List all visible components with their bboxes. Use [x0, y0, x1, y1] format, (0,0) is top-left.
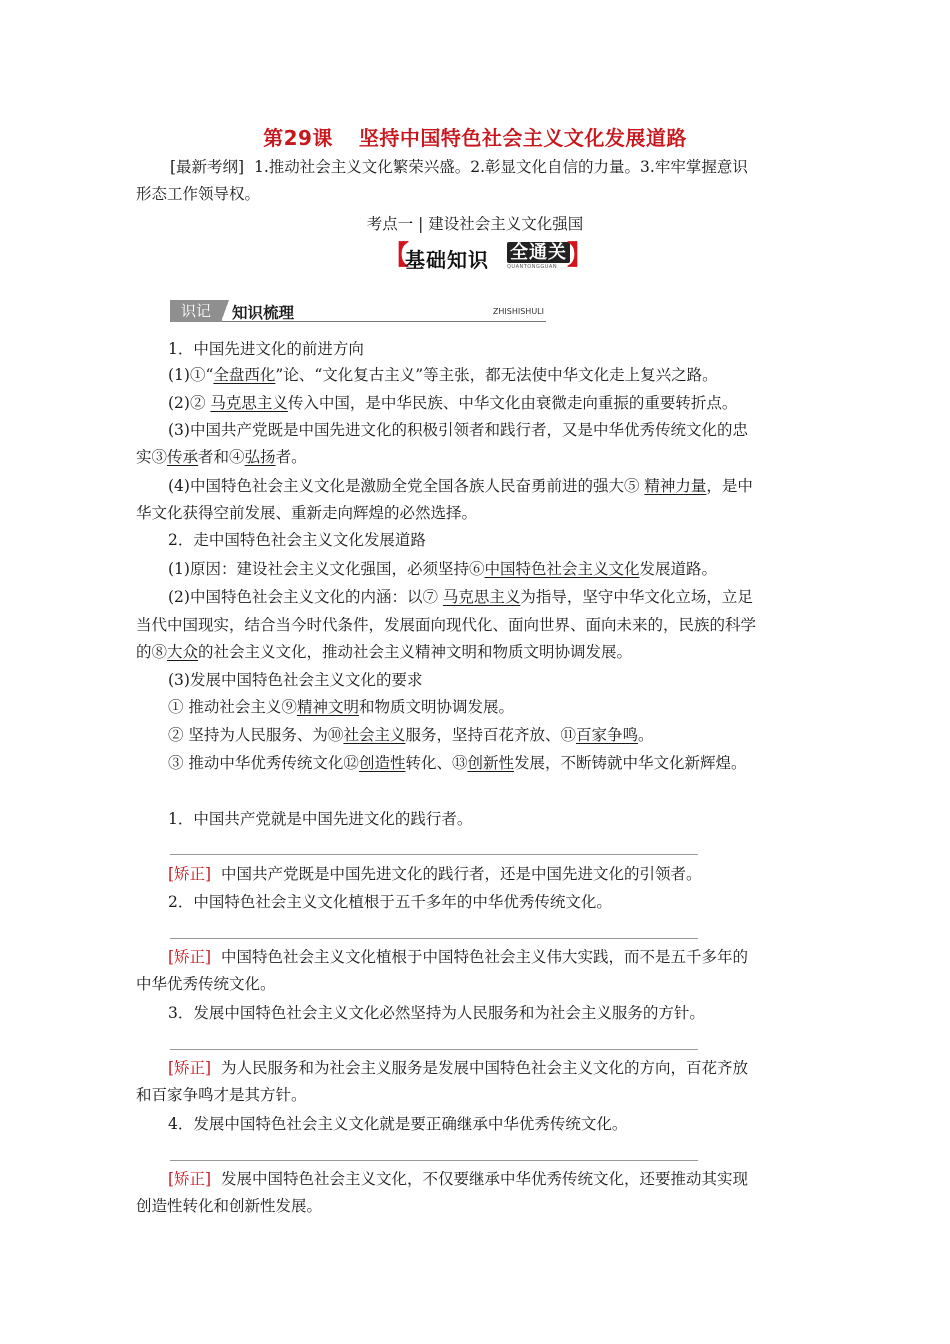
correction-cont: 创造性转化和创新性发展。 — [136, 1197, 323, 1215]
correction-label: [矫正] — [168, 865, 212, 883]
banner-pinyin: QUANTONGGUAN — [507, 264, 558, 270]
point-2-2-cont: 当代中国现实，结合当今时代条件，发展面向现代化、面向世界、面向未来的，民族的科学 — [136, 616, 757, 634]
req-3: ③ 推动中华优秀传统文化⑫创造性转化、⑬创新性发展，不断铸就中华文化新辉煌。 — [168, 754, 747, 772]
section-underline — [222, 321, 546, 322]
correction: [矫正] 中国特色社会主义文化植根于中国特色社会主义伟大实践，而不是五千多年的 — [168, 948, 748, 966]
correction-cont: 中华优秀传统文化。 — [136, 975, 276, 993]
answer-blank: 精神文明 — [296, 698, 359, 716]
outline-label: [最新考纲] — [170, 158, 245, 176]
point-2-2-cont2: 的⑧大众的社会主义文化，推动社会主义精神文明和物质文明协调发展。 — [136, 643, 633, 661]
correction-label: [矫正] — [168, 1170, 212, 1188]
heading-2: 2．走中国特色社会主义文化发展道路 — [168, 531, 426, 549]
banner-text: 基础知识 — [405, 248, 489, 272]
point-1-3-cont: 实③传承者和④弘扬者。 — [136, 448, 307, 466]
point-1-4: (4)中国特色社会主义文化是激励全党全国各族人民奋勇前进的强大⑤ 精神力量，是中 — [168, 477, 753, 495]
kaodian-heading: 考点一 | 建设社会主义文化强国 — [366, 215, 584, 233]
answer-blank: 社会主义 — [343, 726, 406, 744]
answer-blank: 马克思主义 — [442, 588, 521, 606]
answer-blank: 马克思主义 — [210, 394, 288, 412]
answer-line — [170, 1160, 698, 1161]
answer-blank: 创造性 — [358, 754, 406, 772]
correction: [矫正] 发展中国特色社会主义文化，不仅要继承中华优秀传统文化，还要推动其实现 — [168, 1170, 748, 1188]
correction: [矫正] 为人民服务和为社会主义服务是发展中国特色社会主义文化的方向，百花齐放 — [168, 1059, 748, 1077]
point-2-1: (1)原因：建设社会主义文化强国，必须坚持⑥中国特色社会主义文化发展道路。 — [168, 560, 717, 578]
req-2: ② 坚持为人民服务、为⑩社会主义服务，坚持百花齐放、⑪百家争鸣。 — [168, 726, 654, 744]
answer-line — [170, 1049, 698, 1050]
answer-blank: 中国特色社会主义文化 — [484, 560, 640, 578]
judge-question: 1．中国共产党就是中国先进文化的践行者。 — [168, 810, 473, 828]
answer-line — [170, 854, 698, 855]
answer-blank: 大众 — [167, 643, 199, 661]
exam-outline: [最新考纲] 1.推动社会主义文化繁荣兴盛。2.彰显文化自信的力量。3.牢牢掌握意识 — [170, 158, 748, 176]
answer-line — [170, 938, 698, 939]
answer-blank: 传承 — [167, 448, 199, 466]
point-2-2: (2)中国特色社会主义文化的内涵：以⑦ 马克思主义为指导，坚守中华文化立场，立足 — [168, 588, 753, 606]
correction-label: [矫正] — [168, 1059, 212, 1077]
correction-label: [矫正] — [168, 948, 212, 966]
banner-left-bracket: 【 — [383, 241, 410, 271]
correction: [矫正] 中国共产党既是中国先进文化的践行者，还是中国先进文化的引领者。 — [168, 865, 702, 883]
section-tag-slant — [220, 300, 230, 322]
section-pinyin: ZHISHISHULI — [492, 307, 544, 316]
heading-1: 1．中国先进文化的前进方向 — [168, 340, 364, 358]
answer-blank: 精神力量 — [644, 477, 707, 495]
banner-right-bracket: 】 — [566, 241, 593, 271]
point-1-1: (1)①“全盘西化”论、“文化复古主义”等主张，都无法使中华文化走上复兴之路。 — [168, 366, 718, 384]
page-title — [0, 122, 950, 151]
judge-question: 4．发展中国特色社会主义文化就是要正确继承中华优秀传统文化。 — [168, 1115, 628, 1133]
exam-outline-cont: 形态工作领导权。 — [136, 185, 261, 203]
judge-question: 2．中国特色社会主义文化植根于五千多年的中华优秀传统文化。 — [168, 893, 612, 911]
answer-blank: 弘扬 — [244, 448, 276, 466]
section-header — [170, 300, 546, 322]
req-1: ① 推动社会主义⑨精神文明和物质文明协调发展。 — [168, 698, 514, 716]
banner-badge: 全通关 — [507, 242, 570, 263]
point-1-3: (3)中国共产党既是中国先进文化的积极引领者和践行者，又是中华优秀传统文化的忠 — [168, 421, 748, 439]
correction-cont: 和百家争鸣才是其方针。 — [136, 1086, 307, 1104]
lesson-name: 坚持中国特色社会主义文化发展道路 — [358, 126, 687, 150]
point-2-3: (3)发展中国特色社会主义文化的要求 — [168, 671, 423, 689]
judge-question: 3．发展中国特色社会主义文化必然坚持为人民服务和为社会主义服务的方针。 — [168, 1004, 705, 1022]
answer-blank: 百家争鸣 — [575, 726, 638, 744]
section-tag: 识记 — [170, 300, 222, 322]
basics-banner — [383, 240, 593, 272]
lesson-number: 第29课 — [263, 126, 333, 150]
point-1-4-cont: 华文化获得空前发展、重新走向辉煌的必然选择。 — [136, 504, 478, 522]
section-name: 知识梳理 — [232, 304, 295, 322]
answer-blank: 全盘西化 — [213, 366, 276, 384]
answer-blank: 创新性 — [467, 754, 514, 772]
point-1-2: (2)② 马克思主义传入中国，是中华民族、中华文化由衰微走向重振的重要转折点。 — [168, 394, 738, 412]
